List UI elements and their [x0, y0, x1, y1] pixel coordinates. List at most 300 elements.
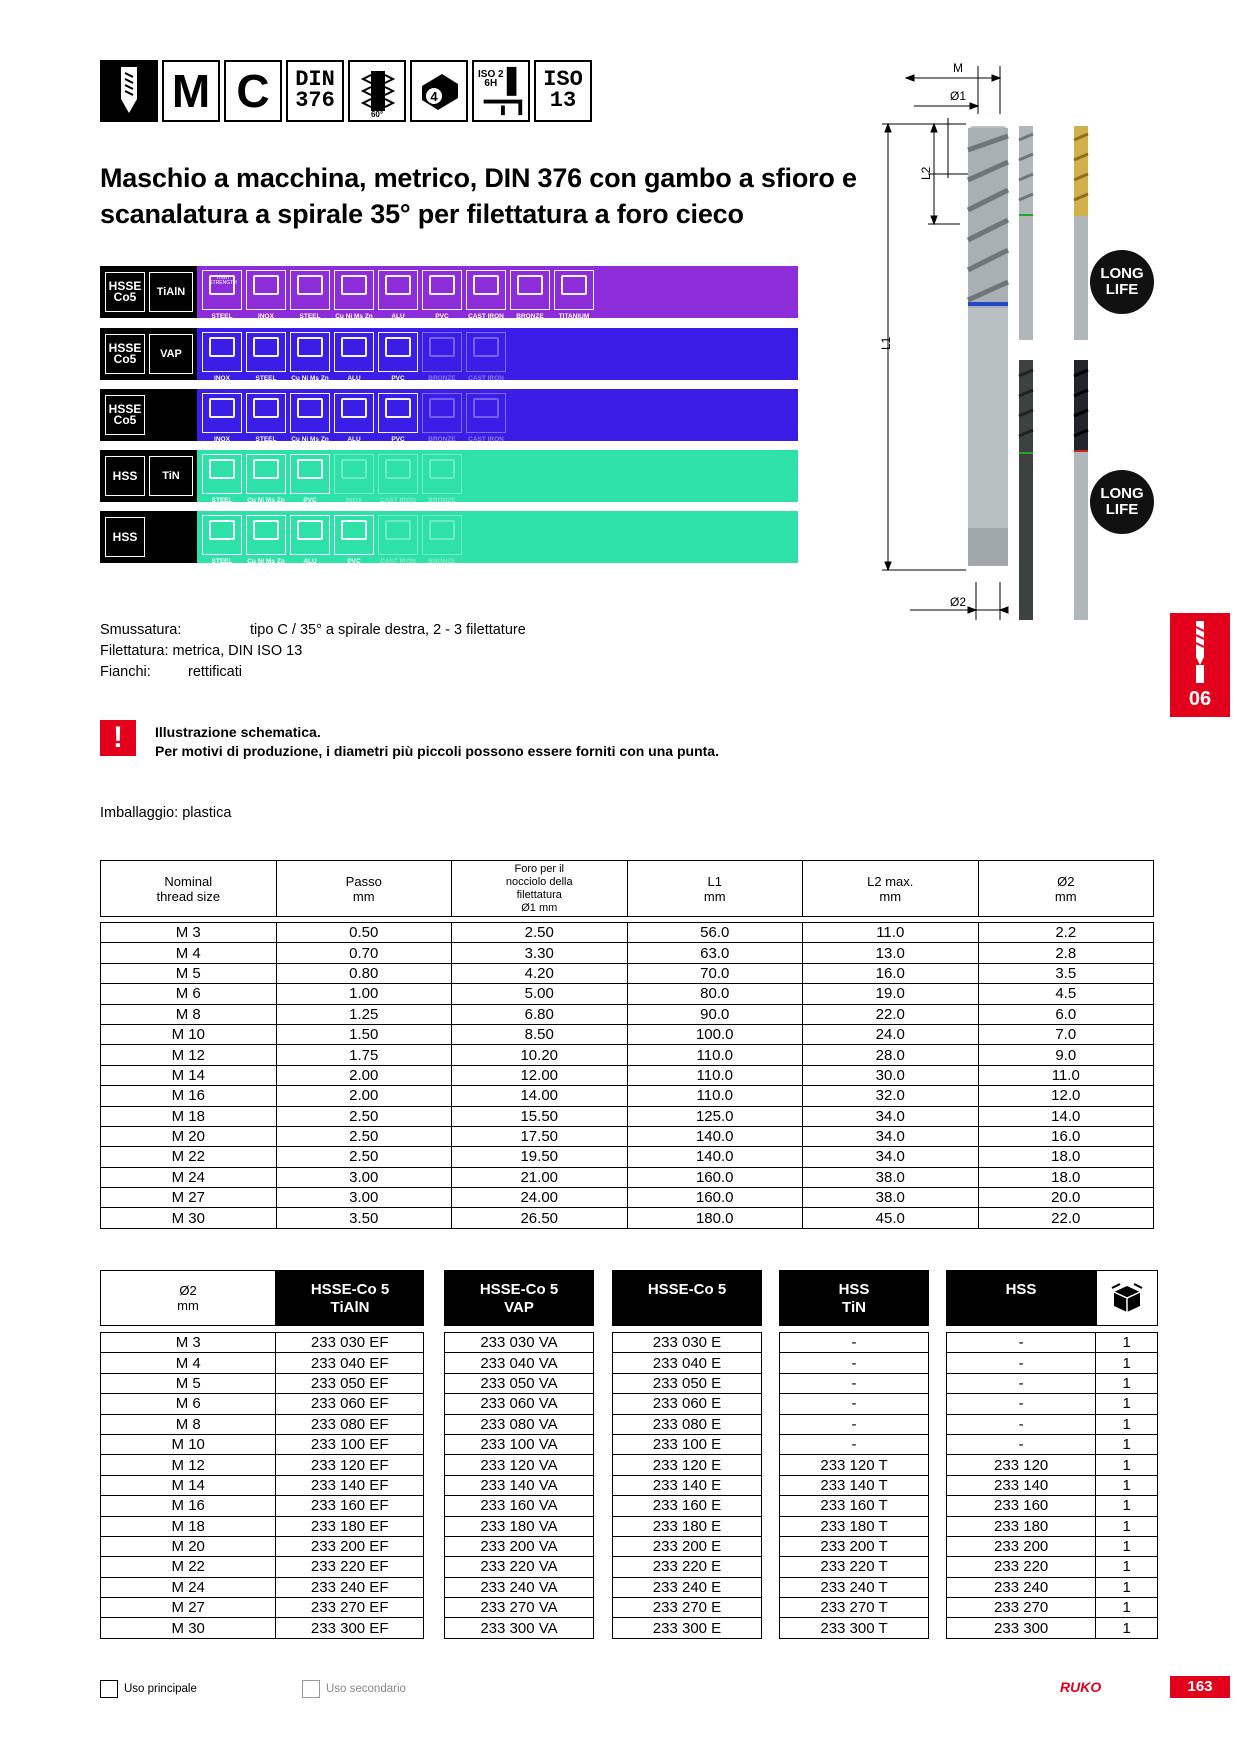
table-cell: 2.8	[978, 943, 1154, 963]
table-cell: 180.0	[627, 1208, 803, 1228]
table-cell: 233 120 E	[613, 1455, 762, 1475]
table-row	[101, 943, 1154, 963]
table-row	[947, 1414, 1158, 1434]
table-row	[613, 1577, 762, 1597]
table-cell: 233 270 E	[613, 1598, 762, 1618]
material-label: PVC	[347, 558, 361, 565]
table-row	[445, 1394, 594, 1414]
table-cell: 18.0	[978, 1147, 1154, 1167]
table-cell: 24.0	[803, 1024, 979, 1044]
material-label: STEEL	[211, 497, 233, 504]
material-glyph-icon	[429, 398, 455, 418]
table-block	[946, 1270, 1158, 1639]
table-cell: 16.0	[978, 1126, 1154, 1146]
table-cell: 233 180 EF	[276, 1516, 424, 1536]
table-cell: 233 270 VA	[445, 1598, 594, 1618]
table-cell: 233 160	[947, 1496, 1096, 1516]
table-cell: 20.0	[978, 1188, 1154, 1208]
table-row	[101, 984, 1154, 1004]
table-cell: M 4	[101, 1353, 276, 1373]
coating-label: TiAlN	[149, 272, 193, 312]
table-cell: 233 240 E	[613, 1577, 762, 1597]
table-cell: 5.00	[452, 984, 628, 1004]
table-cell: 1	[1096, 1414, 1158, 1434]
table-cell: 233 120	[947, 1455, 1096, 1475]
long-life-badge: LONG LIFE	[1090, 470, 1154, 534]
material-icon	[510, 270, 550, 320]
warning-icon: !	[100, 720, 136, 756]
material-icon	[378, 454, 418, 504]
table-cell: 233 030 VA	[445, 1333, 594, 1353]
material-glyph-icon	[209, 337, 235, 357]
table-cell: 1	[1096, 1598, 1158, 1618]
table-cell: 233 180 E	[613, 1516, 762, 1536]
table-cell: 13.0	[803, 943, 979, 963]
table-cell: 1	[1096, 1618, 1158, 1638]
table-body	[100, 1332, 424, 1639]
table-cell: M 14	[101, 1065, 277, 1085]
group-header: HSS	[946, 1270, 1096, 1326]
table-cell: M 8	[101, 1004, 277, 1024]
material-label: ALU	[347, 436, 361, 443]
table-row	[947, 1598, 1158, 1618]
coating-label: TiN	[149, 456, 193, 496]
table-row	[101, 1475, 424, 1495]
table-row	[613, 1373, 762, 1393]
table-cell: M 27	[101, 1188, 277, 1208]
table-cell: 233 040 E	[613, 1353, 762, 1373]
table-cell: 233 160 VA	[445, 1496, 594, 1516]
table-cell: 45.0	[803, 1208, 979, 1228]
material-glyph-icon	[209, 520, 235, 540]
table-cell: 233 050 VA	[445, 1373, 594, 1393]
material-icon	[334, 332, 374, 382]
material-label: ALU	[303, 558, 317, 565]
material-band	[100, 266, 798, 318]
material-icon	[378, 332, 418, 382]
material-icon	[334, 270, 374, 320]
material-icon	[378, 393, 418, 443]
package-icon	[1096, 1270, 1158, 1326]
tool-material-code: HSSE Co5	[105, 272, 145, 312]
table-cell: 233 120 T	[780, 1455, 929, 1475]
table-row	[780, 1536, 929, 1556]
din-376-icon: DIN 376	[286, 60, 344, 122]
material-glyph-icon	[209, 459, 235, 479]
table-row	[780, 1496, 929, 1516]
table-row	[780, 1475, 929, 1495]
table-row	[780, 1353, 929, 1373]
group-header: HSSE-Co 5 TiAlN	[276, 1270, 424, 1326]
table-cell: 1.75	[276, 1045, 452, 1065]
table-cell: 1	[1096, 1455, 1158, 1475]
table-cell: -	[947, 1414, 1096, 1434]
table-cell: 3.00	[276, 1188, 452, 1208]
table-cell: 34.0	[803, 1126, 979, 1146]
table-row	[101, 963, 1154, 983]
chapter-number: 06	[1188, 688, 1212, 710]
table-row	[947, 1373, 1158, 1393]
table-row	[101, 1167, 1154, 1187]
material-label: CAST IRON	[468, 375, 504, 382]
table-cell: 100.0	[627, 1024, 803, 1044]
table-row	[101, 1353, 424, 1373]
table-cell: 3.30	[452, 943, 628, 963]
table-cell: M 5	[101, 963, 277, 983]
table-cell: 70.0	[627, 963, 803, 983]
material-glyph-icon	[341, 520, 367, 540]
table-row	[445, 1577, 594, 1597]
table-cell: 1	[1096, 1516, 1158, 1536]
table-row	[613, 1455, 762, 1475]
table-row	[101, 1414, 424, 1434]
table-cell: 233 200 T	[780, 1536, 929, 1556]
table-cell: 110.0	[627, 1086, 803, 1106]
material-icon	[246, 454, 286, 504]
table-cell: M 14	[101, 1475, 276, 1495]
table-cell: 1	[1096, 1353, 1158, 1373]
band-label	[100, 389, 197, 441]
table-row	[947, 1434, 1158, 1454]
table-cell: 1	[1096, 1394, 1158, 1414]
table-cell: 233 270 EF	[276, 1598, 424, 1618]
table-cell: 90.0	[627, 1004, 803, 1024]
tap-drawing	[870, 50, 1170, 620]
table-row	[780, 1516, 929, 1536]
four-flutes-icon	[410, 60, 468, 122]
table-cell: -	[780, 1353, 929, 1373]
table-cell: 233 120 EF	[276, 1455, 424, 1475]
warning-text: Illustrazione schematica. Per motivi di produzione, i diametri più piccoli possono essere forniti con una punta.	[155, 724, 719, 759]
material-icon	[290, 515, 330, 565]
table-cell: 7.0	[978, 1024, 1154, 1044]
coating-label	[149, 517, 193, 557]
material-icon	[334, 515, 374, 565]
table-cell: -	[947, 1373, 1096, 1393]
table-cell: 63.0	[627, 943, 803, 963]
column-header: Foro per il nocciolo della filettatura Ø1 mm	[452, 861, 628, 917]
table-cell: M 12	[101, 1045, 277, 1065]
material-label: PVC	[391, 436, 405, 443]
table-cell: 233 100 VA	[445, 1434, 594, 1454]
table-row	[101, 1618, 424, 1638]
material-label: STEEL	[255, 436, 277, 443]
material-label: Cu Ni Ms Zn	[291, 375, 329, 382]
table-cell: 24.00	[452, 1188, 628, 1208]
table-cell: -	[780, 1373, 929, 1393]
table-row	[101, 1208, 1154, 1228]
table-row	[613, 1536, 762, 1556]
tool-material-code: HSS	[105, 517, 145, 557]
material-label: STEEL	[211, 313, 233, 320]
table-cell: 1	[1096, 1373, 1158, 1393]
material-glyph-icon	[517, 275, 543, 295]
svg-text:M: M	[953, 61, 963, 75]
table-cell: 233 240	[947, 1577, 1096, 1597]
material-icon	[202, 454, 242, 504]
column-header: Ø2 mm	[100, 1270, 276, 1326]
band-label	[100, 266, 197, 318]
table-cell: 38.0	[803, 1167, 979, 1187]
table-cell: M 16	[101, 1496, 276, 1516]
table-cell: 8.50	[452, 1024, 628, 1044]
material-label: STEEL	[299, 313, 321, 320]
svg-text:4: 4	[430, 89, 438, 104]
table-cell: 233 140 T	[780, 1475, 929, 1495]
table-cell: 0.50	[276, 923, 452, 943]
table-cell: 19.0	[803, 984, 979, 1004]
tolerance-6h-icon: ISO 2 6H	[472, 60, 530, 122]
material-icon	[246, 332, 286, 382]
table-cell: 233 240 EF	[276, 1577, 424, 1597]
table-cell: 233 060 EF	[276, 1394, 424, 1414]
table-cell: 233 030 E	[613, 1333, 762, 1353]
tap-type-icon	[100, 60, 158, 122]
material-band	[100, 450, 798, 502]
material-glyph-icon	[297, 459, 323, 479]
table-row	[947, 1394, 1158, 1414]
material-band	[100, 389, 798, 441]
table-cell: 1	[1096, 1557, 1158, 1577]
table-cell: 11.0	[978, 1065, 1154, 1085]
column-header: Passo mm	[276, 861, 452, 917]
packaging-note: Imballaggio: plastica	[100, 805, 232, 821]
table-cell: 233 200 VA	[445, 1536, 594, 1556]
spec-list	[100, 620, 526, 683]
table-row	[445, 1536, 594, 1556]
table-cell: 233 220 VA	[445, 1557, 594, 1577]
material-icon	[290, 270, 330, 320]
table-cell: M 4	[101, 943, 277, 963]
table-body	[612, 1332, 762, 1639]
page-number: 163	[1170, 1676, 1230, 1698]
material-label: BRONZE	[428, 558, 456, 565]
material-icon	[290, 393, 330, 443]
band-label	[100, 328, 197, 380]
material-glyph-icon	[297, 337, 323, 357]
table-row	[947, 1618, 1158, 1638]
table-cell: 6.80	[452, 1004, 628, 1024]
table-cell: M 24	[101, 1167, 277, 1187]
table-row	[445, 1434, 594, 1454]
table-cell: 2.00	[276, 1086, 452, 1106]
material-icon	[202, 270, 242, 320]
table-cell: 140.0	[627, 1147, 803, 1167]
table-row	[101, 1455, 424, 1475]
material-label: INOX	[214, 436, 230, 443]
table-cell: 233 050 EF	[276, 1373, 424, 1393]
table-cell: M 10	[101, 1434, 276, 1454]
table-cell: 0.70	[276, 943, 452, 963]
material-glyph-icon	[341, 337, 367, 357]
table-cell: M 22	[101, 1557, 276, 1577]
table-cell: 233 220	[947, 1557, 1096, 1577]
table-body	[779, 1332, 929, 1639]
table-cell: 233 060 E	[613, 1394, 762, 1414]
material-band	[100, 511, 798, 563]
table-cell: -	[780, 1394, 929, 1414]
table-cell: 1.25	[276, 1004, 452, 1024]
table-row	[101, 923, 1154, 943]
material-label: BRONZE	[428, 375, 456, 382]
table-cell: 1	[1096, 1536, 1158, 1556]
spec-chamfer: Smussatura: tipo C / 35° a spirale destra, 2 - 3 filettature	[100, 622, 526, 638]
table-cell: 6.0	[978, 1004, 1154, 1024]
table-cell: 125.0	[627, 1106, 803, 1126]
table-cell: 233 160 EF	[276, 1496, 424, 1516]
table-cell: 233 300 T	[780, 1618, 929, 1638]
table-cell: 1	[1096, 1333, 1158, 1353]
table-cell: M 12	[101, 1455, 276, 1475]
table-row	[445, 1618, 594, 1638]
table-cell: M 30	[101, 1618, 276, 1638]
group-header: HSSE-Co 5 VAP	[444, 1270, 594, 1326]
table-cell: M 3	[101, 923, 277, 943]
table-row	[947, 1333, 1158, 1353]
table-row	[101, 1065, 1154, 1085]
table-cell: 16.0	[803, 963, 979, 983]
material-glyph-icon	[429, 520, 455, 540]
table-cell: 233 300	[947, 1618, 1096, 1638]
table-row	[613, 1598, 762, 1618]
table-cell: 15.50	[452, 1106, 628, 1126]
svg-text:Ø1: Ø1	[949, 89, 967, 103]
material-icon	[422, 454, 462, 504]
material-icon	[466, 332, 506, 382]
table-row	[613, 1333, 762, 1353]
table-cell: 80.0	[627, 984, 803, 1004]
svg-text:L2: L2	[919, 166, 933, 180]
table-cell: 233 100 E	[613, 1434, 762, 1454]
legend-primary-use: Uso principale	[100, 1680, 197, 1698]
table-cell: M 20	[101, 1126, 277, 1146]
table-row	[101, 1496, 424, 1516]
table-cell: 233 300 VA	[445, 1618, 594, 1638]
material-icon	[290, 454, 330, 504]
table-cell: 34.0	[803, 1106, 979, 1126]
table-row	[780, 1598, 929, 1618]
table-cell: 233 040 EF	[276, 1353, 424, 1373]
material-icon	[202, 393, 242, 443]
table-row	[445, 1455, 594, 1475]
material-icon	[246, 515, 286, 565]
table-cell: 233 080 EF	[276, 1414, 424, 1434]
table-body	[946, 1332, 1158, 1639]
table-cell: M 18	[101, 1516, 276, 1536]
material-icon	[422, 332, 462, 382]
material-label: Cu Ni Ms Zn	[247, 558, 285, 565]
material-band	[100, 328, 798, 380]
material-label: BRONZE	[428, 497, 456, 504]
table-cell: 1	[1096, 1434, 1158, 1454]
table-cell: 30.0	[803, 1065, 979, 1085]
material-glyph-icon	[385, 520, 411, 540]
material-label: INOX	[346, 497, 362, 504]
table-row	[780, 1394, 929, 1414]
material-glyph-icon	[209, 398, 235, 418]
chamfer-c-icon: C	[224, 60, 282, 122]
iso-13-icon: ISO 13	[534, 60, 592, 122]
table-cell: 56.0	[627, 923, 803, 943]
material-label: Cu Ni Ms Zn	[291, 436, 329, 443]
material-glyph-icon	[341, 275, 367, 295]
table-row	[445, 1373, 594, 1393]
table-cell: 233 060 VA	[445, 1394, 594, 1414]
table-cell: 17.50	[452, 1126, 628, 1146]
table-cell: 9.0	[978, 1045, 1154, 1065]
table-cell: 233 270	[947, 1598, 1096, 1618]
table-cell: M 5	[101, 1373, 276, 1393]
material-glyph-icon	[253, 459, 279, 479]
table-row	[780, 1455, 929, 1475]
material-label: Cu Ni Ms Zn	[335, 313, 373, 320]
table-cell: 2.50	[276, 1106, 452, 1126]
table-cell: 233 080 E	[613, 1414, 762, 1434]
table-cell: 21.00	[452, 1167, 628, 1187]
table-cell: 1.50	[276, 1024, 452, 1044]
material-glyph-icon	[385, 275, 411, 295]
table-cell: M 30	[101, 1208, 277, 1228]
table-cell: 233 300 E	[613, 1618, 762, 1638]
table-cell: 233 100 EF	[276, 1434, 424, 1454]
table-cell: 1.00	[276, 984, 452, 1004]
table-row	[101, 1434, 424, 1454]
secondary-use-icon	[302, 1680, 320, 1698]
material-glyph-icon	[473, 398, 499, 418]
table-body	[444, 1332, 594, 1639]
table-row	[947, 1557, 1158, 1577]
table-cell: -	[947, 1333, 1096, 1353]
table-row	[780, 1373, 929, 1393]
tool-material-code: HSS	[105, 456, 145, 496]
table-row	[101, 1536, 424, 1556]
table-row	[613, 1414, 762, 1434]
table-cell: 4.5	[978, 984, 1154, 1004]
table-cell: 233 050 E	[613, 1373, 762, 1393]
table-row	[613, 1516, 762, 1536]
spec-thread: Filettatura: metrica, DIN ISO 13	[100, 643, 303, 659]
table-row	[947, 1353, 1158, 1373]
column-header: Ø2 mm	[978, 861, 1154, 917]
table-cell: 233 300 EF	[276, 1618, 424, 1638]
material-label: TITANIUM	[558, 313, 590, 320]
material-icon	[554, 270, 594, 320]
table-row	[101, 1106, 1154, 1126]
material-glyph-icon	[297, 398, 323, 418]
material-glyph-icon	[253, 520, 279, 540]
material-glyph-icon	[385, 337, 411, 357]
band-label	[100, 511, 197, 563]
table-row	[101, 1024, 1154, 1044]
table-cell: M 18	[101, 1106, 277, 1126]
material-icon	[290, 332, 330, 382]
table-cell: 233 200 EF	[276, 1536, 424, 1556]
material-glyph-icon	[561, 275, 587, 295]
table-cell: 233 180	[947, 1516, 1096, 1536]
material-icon	[246, 393, 286, 443]
table-row	[101, 1373, 424, 1393]
material-glyph-icon	[253, 337, 279, 357]
long-life-badge: LONG LIFE	[1090, 250, 1154, 314]
column-header: Nominal thread size	[101, 861, 277, 917]
table-cell: 12.0	[978, 1086, 1154, 1106]
table-block	[444, 1270, 594, 1639]
material-glyph-icon	[473, 275, 499, 295]
material-icon	[422, 515, 462, 565]
table-row	[101, 1086, 1154, 1106]
table-row	[101, 1333, 424, 1353]
material-label: ALU	[391, 313, 405, 320]
